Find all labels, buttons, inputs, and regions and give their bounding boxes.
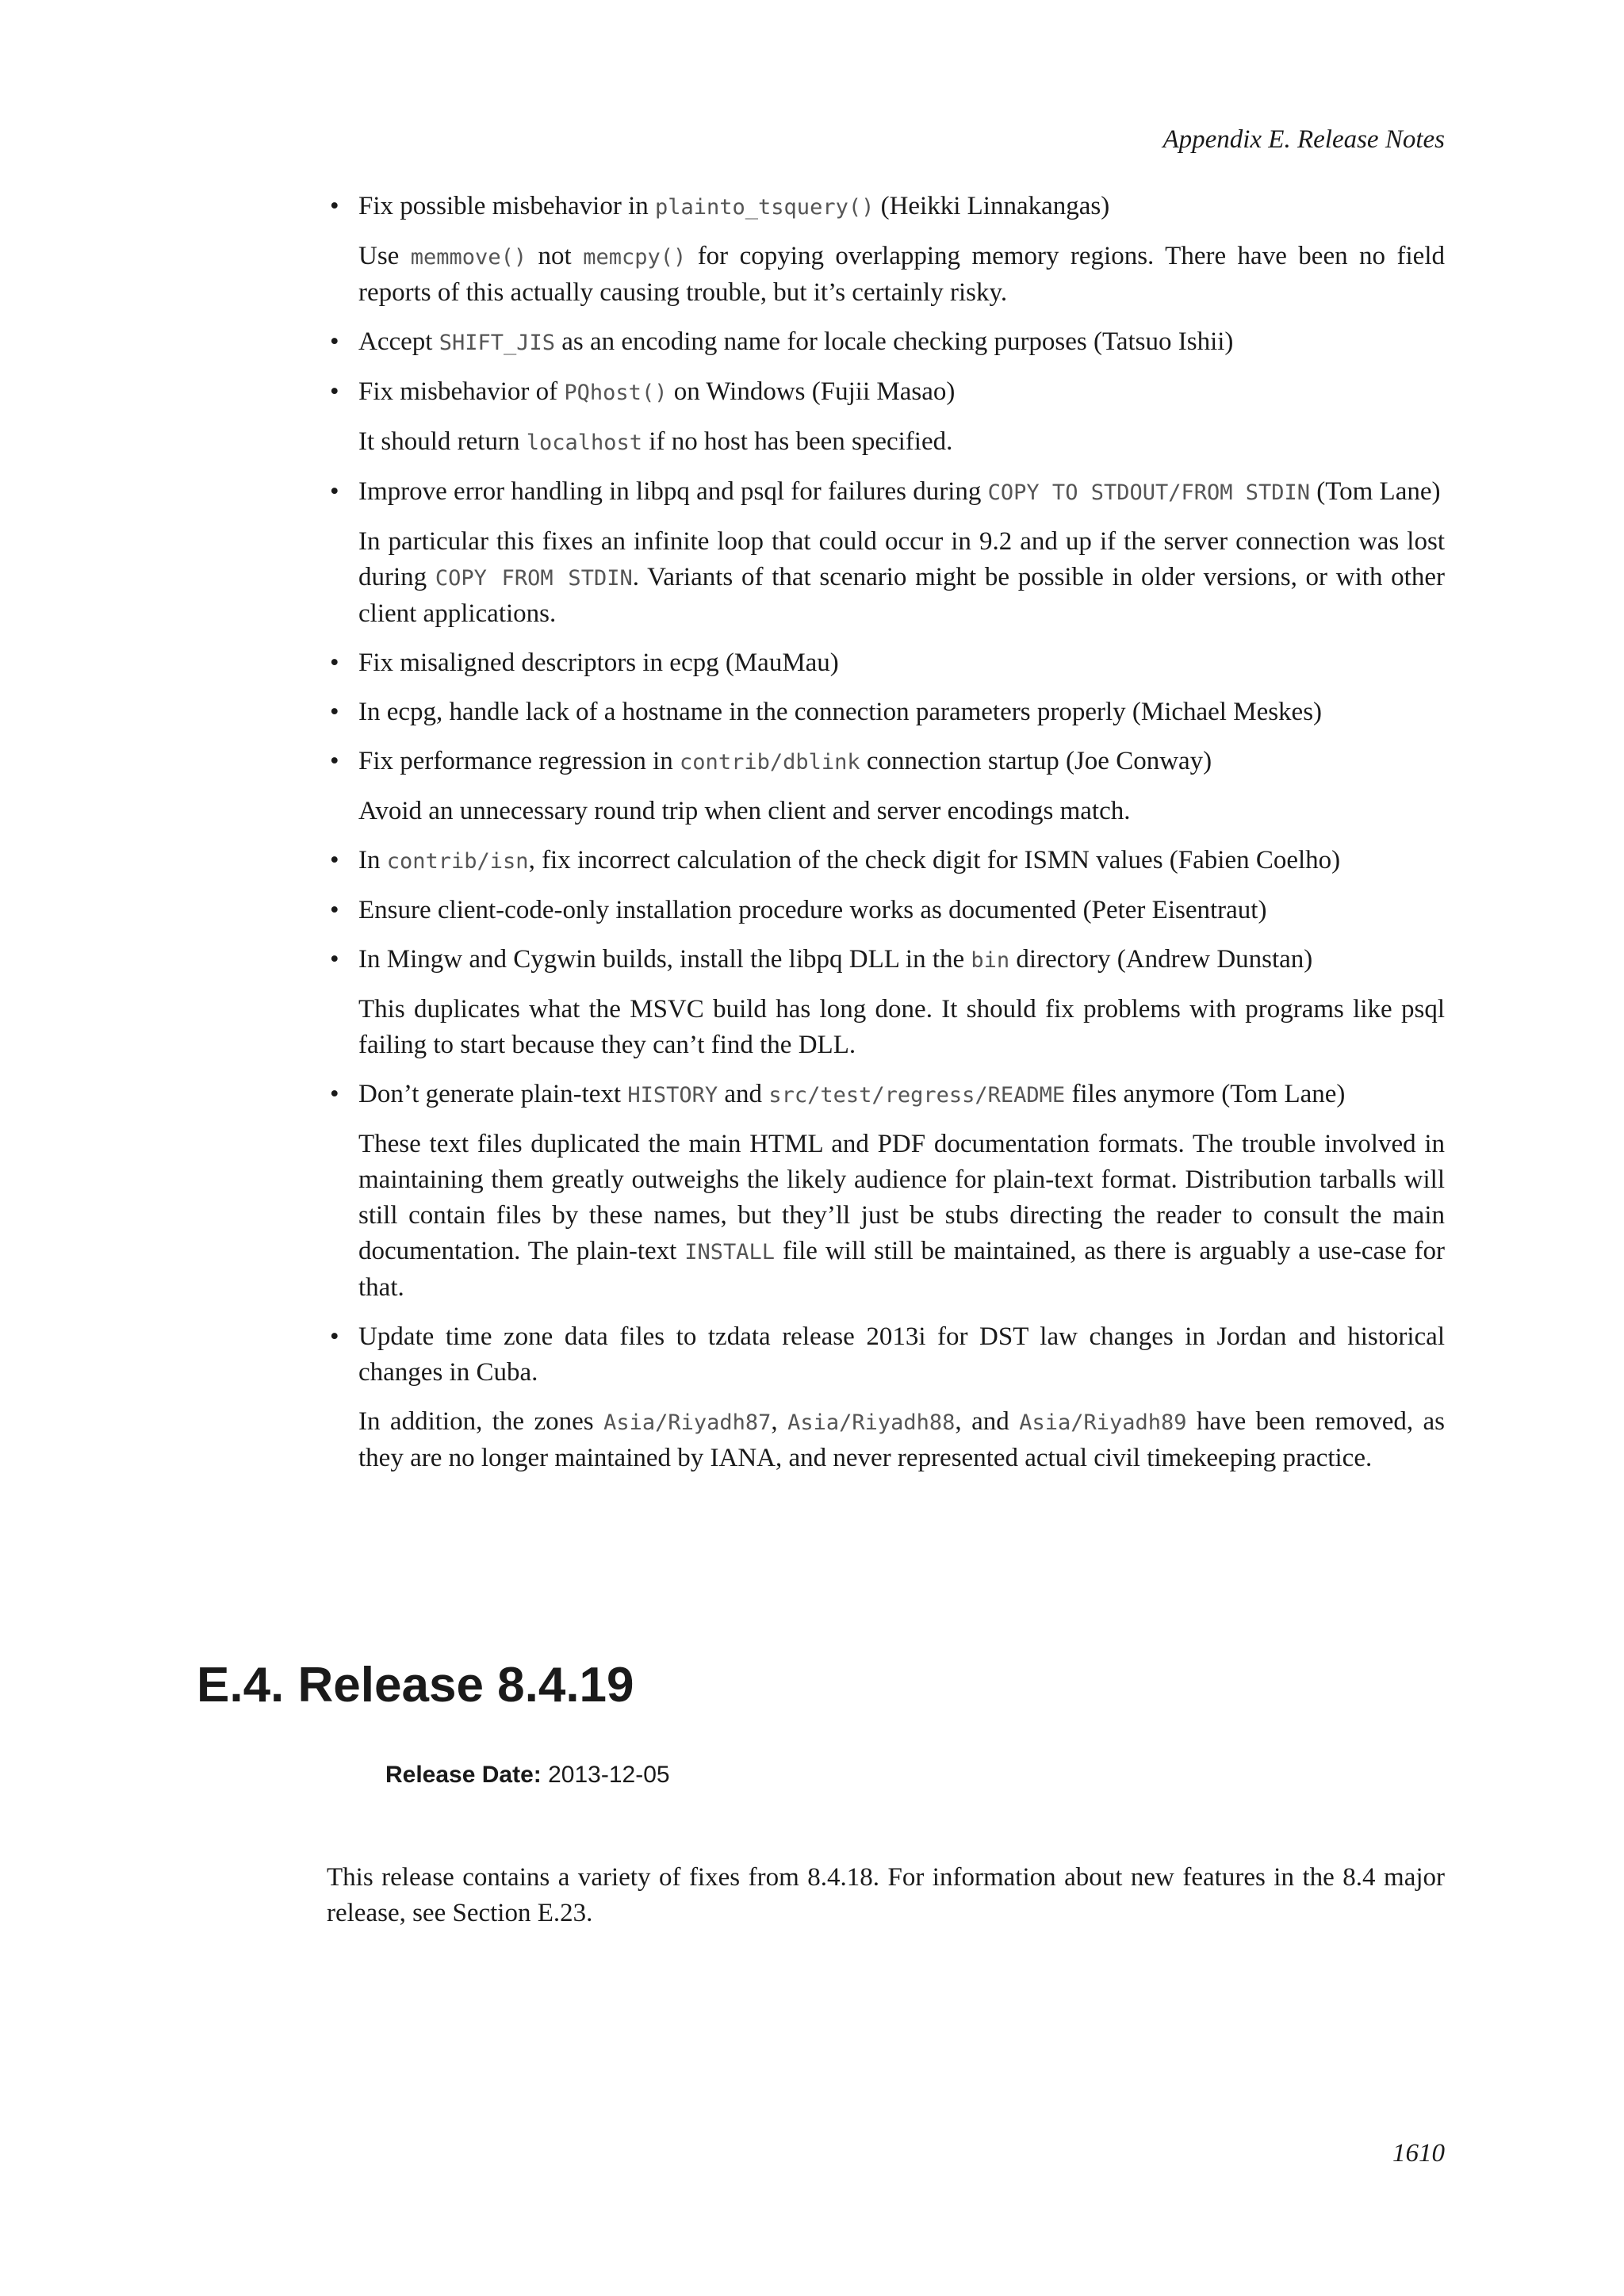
text-run: files anymore (Tom Lane) <box>1065 1080 1346 1108</box>
text-run: In <box>358 846 387 874</box>
code-literal: HISTORY <box>627 1083 718 1108</box>
text-run: , and <box>955 1407 1020 1436</box>
text-run: connection startup (Joe Conway) <box>860 747 1212 775</box>
code-literal: Asia/Riyadh88 <box>787 1410 956 1435</box>
release-notes-list-container <box>327 189 1445 1490</box>
release-intro-paragraph: This release contains a variety of fixes from 8.4.18. For information about new features in the 8.4 major release, see Section E.23. <box>327 1863 1445 1927</box>
release-date-value: 2013-12-05 <box>548 1762 670 1788</box>
release-note-item <box>327 695 1445 730</box>
page-number: 1610 <box>1392 2139 1445 2168</box>
text-run: . Variants of that scenario might be possible in older versions, or with other client applications. <box>358 563 1445 628</box>
text-run: file will still be maintained, as there is arguably a use-case for that. <box>358 1237 1445 1302</box>
text-run: Fix possible misbehavior in <box>358 192 655 220</box>
text-run: for copying overlapping memory regions. There have been no field reports of this actually causing trouble, but it’s certainly risky. <box>358 242 1445 307</box>
release-note-item <box>327 1319 1445 1476</box>
code-literal: INSTALL <box>684 1240 776 1265</box>
item-summary <box>358 942 1445 978</box>
code-literal: memcpy() <box>583 245 687 270</box>
item-detail <box>358 524 1445 632</box>
text-run: These text files duplicated the main HTML and PDF documentation formats. The trouble involved in maintaining them greatly outweighs the likely audience for plain-text format. Distribution tarballs will still contain files by these names, but they’ll just be stubs directing the reader to consult the main documentation. The plain-text <box>358 1130 1445 1265</box>
code-literal: PQhost() <box>564 381 668 405</box>
text-run: have been removed, as they are no longer maintained by IANA, and never represented actual civil timekeeping practice. <box>358 1407 1446 1472</box>
release-notes-list <box>327 189 1445 1476</box>
release-date-label: Release Date: <box>385 1762 542 1788</box>
item-detail <box>358 1127 1445 1306</box>
item-summary <box>358 324 1445 361</box>
text-run: In ecpg, handle lack of a hostname in the connection parameters properly (Michael Meskes) <box>358 698 1323 726</box>
item-detail <box>358 794 1445 829</box>
item-summary <box>358 843 1445 879</box>
text-run: as an encoding name for locale checking purposes (Tatsuo Ishii) <box>555 327 1234 356</box>
release-note-item <box>327 474 1445 632</box>
text-run: It should return <box>358 427 527 456</box>
text-run: In particular this fixes an infinite loop that could occur in 9.2 and up if the server connection was lost during <box>358 527 1445 591</box>
text-run: (Tom Lane) <box>1310 477 1441 506</box>
item-summary <box>358 374 1445 411</box>
text-run: , fix incorrect calculation of the check digit for ISMN values (Fabien Coelho) <box>528 846 1341 874</box>
text-run: not <box>527 242 584 270</box>
item-summary <box>358 695 1445 730</box>
text-run: In Mingw and Cygwin builds, install the libpq DLL in the <box>358 945 971 974</box>
item-summary <box>358 189 1445 225</box>
code-literal: COPY TO STDOUT/FROM STDIN <box>987 480 1311 505</box>
item-summary <box>358 893 1445 928</box>
item-detail <box>358 239 1445 311</box>
text-run: Fix performance regression in <box>358 747 680 775</box>
text-run: Ensure client-code-only installation procedure works as documented (Peter Eisentraut) <box>358 896 1267 924</box>
bullet-icon: • <box>330 327 339 356</box>
release-note-item <box>327 744 1445 829</box>
bullet-icon: • <box>330 896 339 924</box>
item-summary <box>358 1077 1445 1113</box>
text-run: In addition, the zones <box>358 1407 604 1436</box>
text-run: on Windows (Fujii Masao) <box>667 377 956 406</box>
text-run: (Heikki Linnakangas) <box>874 192 1110 220</box>
bullet-icon: • <box>330 377 339 406</box>
release-note-item <box>327 1077 1445 1306</box>
bullet-icon: • <box>330 846 339 874</box>
bullet-icon: • <box>330 747 339 775</box>
code-literal: localhost <box>526 430 643 455</box>
item-summary <box>358 1319 1445 1391</box>
bullet-icon: • <box>330 945 339 974</box>
item-detail <box>358 1404 1445 1476</box>
item-detail <box>358 424 1445 461</box>
release-note-item <box>327 189 1445 311</box>
item-summary <box>358 744 1445 780</box>
bullet-icon: • <box>330 1322 339 1351</box>
text-run: and <box>718 1080 769 1108</box>
text-run: Don’t generate plain-text <box>358 1080 628 1108</box>
section-title: E.4. Release 8.4.19 <box>197 1658 634 1712</box>
code-literal: contrib/isn <box>386 849 529 874</box>
code-literal: contrib/dblink <box>680 750 860 775</box>
code-literal: COPY FROM STDIN <box>435 566 633 591</box>
release-date-line <box>385 1762 670 1789</box>
text-run: Avoid an unnecessary round trip when client and server encodings match. <box>358 797 1131 825</box>
text-run: Update time zone data files to tzdata release 2013i for DST law changes in Jordan and historical changes in Cuba. <box>358 1322 1445 1387</box>
release-note-item <box>327 324 1445 361</box>
code-literal: plainto_tsquery() <box>655 195 875 220</box>
code-literal: bin <box>971 948 1010 973</box>
release-note-item <box>327 893 1445 928</box>
code-literal: memmove() <box>410 245 527 270</box>
text-run: This duplicates what the MSVC build has long done. It should fix problems with programs like psql failing to start because they can’t find the DLL. <box>358 995 1445 1059</box>
text-run: Fix misaligned descriptors in ecpg (MauMau) <box>358 649 839 677</box>
text-run: , <box>771 1407 788 1436</box>
release-note-item <box>327 942 1445 1063</box>
text-run: Use <box>358 242 411 270</box>
text-run: Fix misbehavior of <box>358 377 565 406</box>
bullet-icon: • <box>330 192 339 220</box>
code-literal: Asia/Riyadh87 <box>603 1410 772 1435</box>
code-literal: Asia/Riyadh89 <box>1019 1410 1187 1435</box>
text-run: Accept <box>358 327 439 356</box>
text-run: directory (Andrew Dunstan) <box>1009 945 1313 974</box>
code-literal: SHIFT_JIS <box>439 331 556 355</box>
running-header: Appendix E. Release Notes <box>1162 125 1445 154</box>
bullet-icon: • <box>330 698 339 726</box>
release-note-item <box>327 645 1445 681</box>
bullet-icon: • <box>330 649 339 677</box>
release-note-item <box>327 843 1445 879</box>
release-note-item <box>327 374 1445 461</box>
text-run: if no host has been specified. <box>642 427 953 456</box>
item-summary <box>358 645 1445 681</box>
item-detail <box>358 992 1445 1063</box>
code-literal: src/test/regress/README <box>768 1083 1066 1108</box>
bullet-icon: • <box>330 1080 339 1108</box>
text-run: Improve error handling in libpq and psql for failures during <box>358 477 988 506</box>
bullet-icon: • <box>330 477 339 506</box>
item-summary <box>358 474 1445 511</box>
